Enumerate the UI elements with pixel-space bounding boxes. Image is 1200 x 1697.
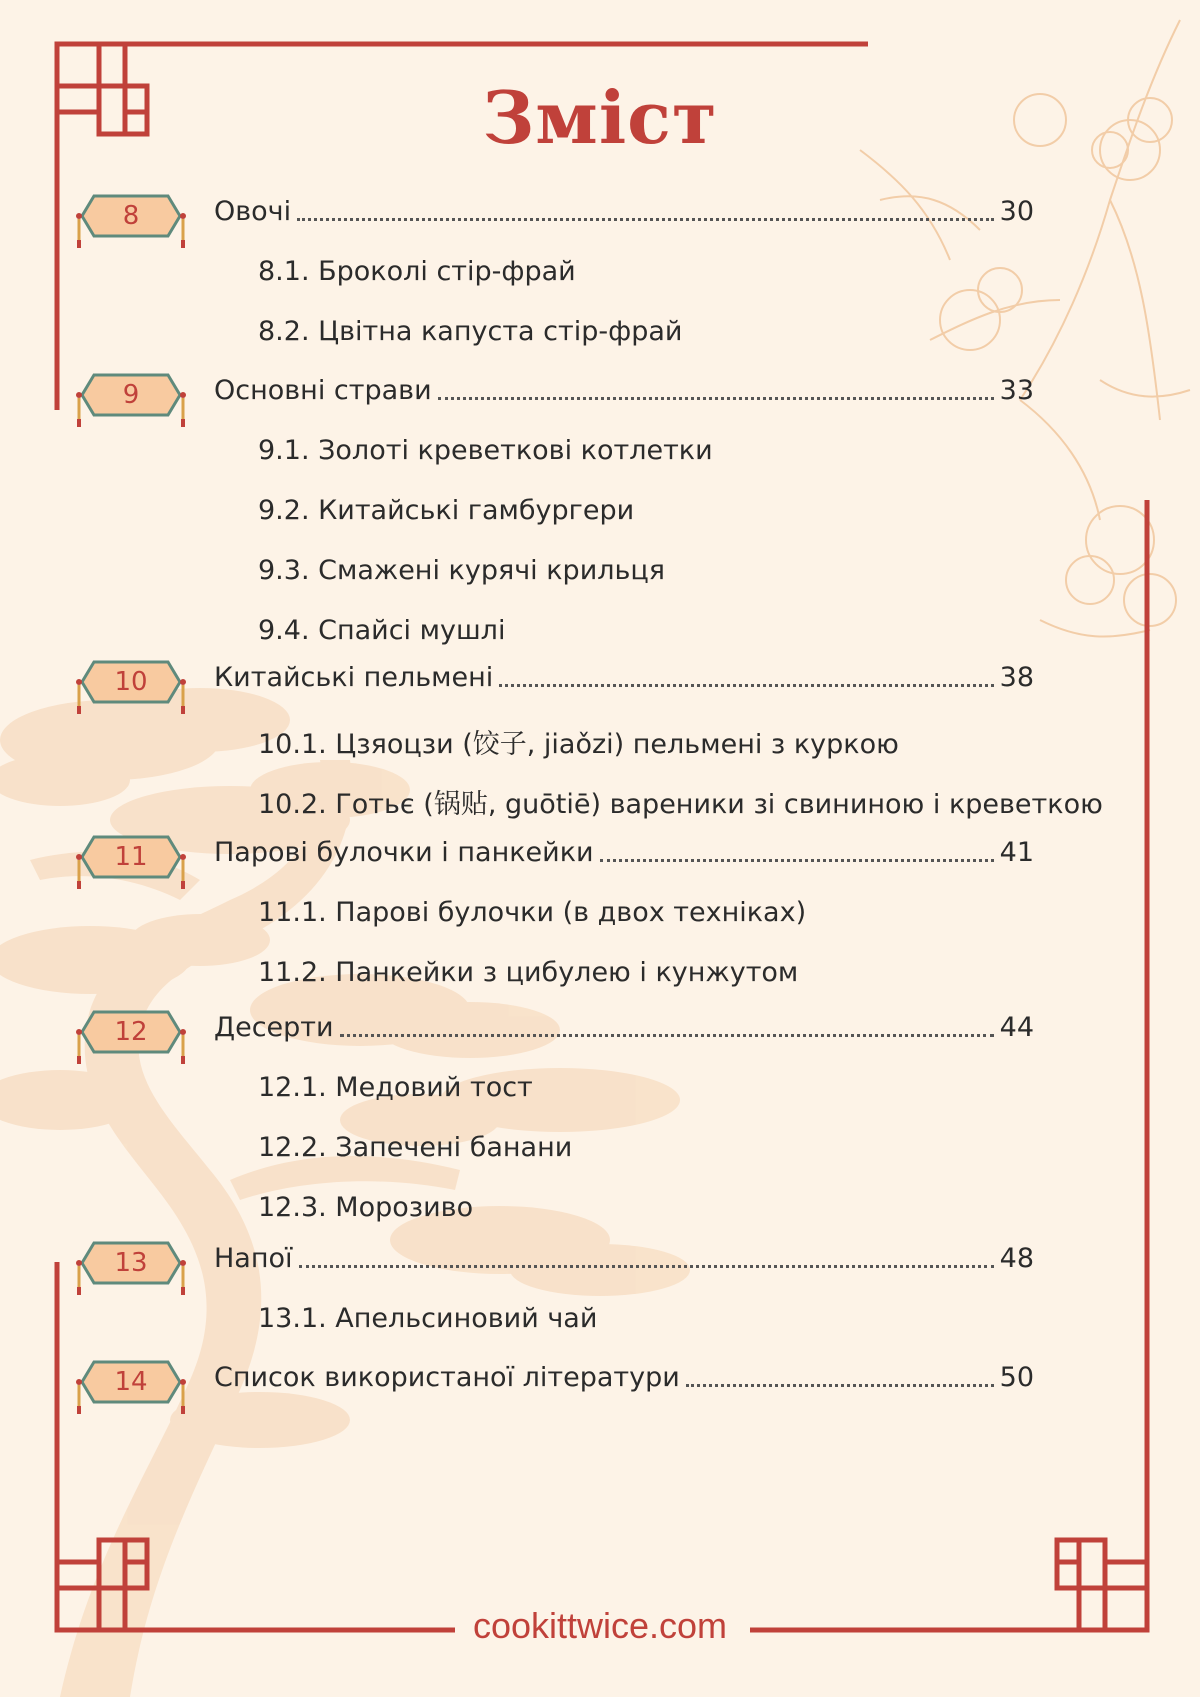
chapter-number: 9 bbox=[122, 380, 140, 410]
subsection-entry[interactable]: 11.1. Парові булочки (в двох техніках) bbox=[258, 897, 807, 928]
chapter-page-number: 50 bbox=[999, 1362, 1034, 1393]
chapter-number-badge bbox=[76, 373, 186, 427]
chapter-page-number: 41 bbox=[999, 837, 1034, 868]
subsection-entry[interactable]: 8.2. Цвітна капуста стір-фрай bbox=[258, 316, 683, 347]
subsection-entry[interactable]: 8.1. Броколі стір-фрай bbox=[258, 256, 576, 287]
chapter-title: Десерти bbox=[214, 1012, 334, 1043]
chapter-entry[interactable] bbox=[214, 375, 1034, 415]
chapter-title: Напої bbox=[214, 1243, 293, 1274]
chapter-page-number: 48 bbox=[999, 1243, 1034, 1274]
dot-leader bbox=[340, 1012, 994, 1037]
chapter-number: 10 bbox=[114, 667, 148, 697]
chapter-title: Парові булочки і панкейки bbox=[214, 837, 594, 868]
chapter-entry[interactable] bbox=[214, 196, 1034, 236]
page-title: Зміст bbox=[482, 75, 718, 160]
chapter-title: Основні страви bbox=[214, 375, 432, 406]
dot-leader bbox=[299, 1243, 994, 1268]
chapter-entry[interactable] bbox=[214, 837, 1034, 877]
chapter-page-number: 30 bbox=[999, 196, 1034, 227]
dot-leader bbox=[600, 837, 994, 862]
subsection-entry[interactable]: 10.1. Цзяоцзи (饺子, jiaǒzi) пельмені з куркою bbox=[258, 729, 899, 760]
chapter-title: Китайські пельмені bbox=[214, 662, 494, 693]
subsection-entry[interactable]: 11.2. Панкейки з цибулею і кунжутом bbox=[258, 957, 799, 988]
chapter-number-badge bbox=[76, 1241, 186, 1295]
subsection-entry[interactable]: 9.3. Смажені курячі крильця bbox=[258, 555, 666, 586]
subsection-entry[interactable]: 13.1. Апельсиновий чай bbox=[258, 1303, 598, 1334]
chapter-page-number: 44 bbox=[999, 1012, 1034, 1043]
subsection-entry[interactable]: 12.3. Морозиво bbox=[258, 1192, 474, 1223]
chapter-title: Овочі bbox=[214, 196, 292, 227]
chapter-number: 8 bbox=[122, 201, 140, 231]
chapter-number-badge bbox=[76, 1360, 186, 1414]
chapter-number-badge bbox=[76, 660, 186, 714]
chapter-number-badge bbox=[76, 835, 186, 889]
dot-leader bbox=[438, 375, 994, 400]
chapter-entry[interactable] bbox=[214, 1012, 1034, 1052]
dot-leader bbox=[686, 1362, 994, 1387]
chapter-number: 12 bbox=[114, 1017, 148, 1047]
subsection-entry[interactable]: 12.2. Запечені банани bbox=[258, 1132, 573, 1163]
subsection-entry[interactable]: 9.1. Золоті креветкові котлетки bbox=[258, 435, 713, 466]
chapter-number: 13 bbox=[114, 1248, 148, 1278]
chapter-number: 14 bbox=[114, 1367, 148, 1397]
footer-website[interactable]: cookittwice.com bbox=[0, 1605, 1200, 1647]
chapter-number-badge bbox=[76, 194, 186, 248]
chapter-entry[interactable] bbox=[214, 1362, 1034, 1402]
subsection-entry[interactable]: 9.4. Спайсі мушлі bbox=[258, 615, 506, 646]
chapter-entry[interactable] bbox=[214, 1243, 1034, 1283]
subsection-entry[interactable]: 9.2. Китайські гамбургери bbox=[258, 495, 635, 526]
dot-leader bbox=[297, 196, 994, 221]
dot-leader bbox=[499, 662, 993, 687]
chapter-title: Список використаної літератури bbox=[214, 1362, 680, 1393]
subsection-entry[interactable]: 12.1. Медовий тост bbox=[258, 1072, 533, 1103]
chapter-number-badge bbox=[76, 1010, 186, 1064]
chapter-number: 11 bbox=[114, 842, 148, 872]
chapter-page-number: 33 bbox=[999, 375, 1034, 406]
chapter-entry[interactable] bbox=[214, 662, 1034, 702]
chapter-page-number: 38 bbox=[999, 662, 1034, 693]
subsection-entry[interactable]: 10.2. Готьє (锅贴, guōtiē) вареники зі свининою і креветкою bbox=[258, 789, 1103, 820]
